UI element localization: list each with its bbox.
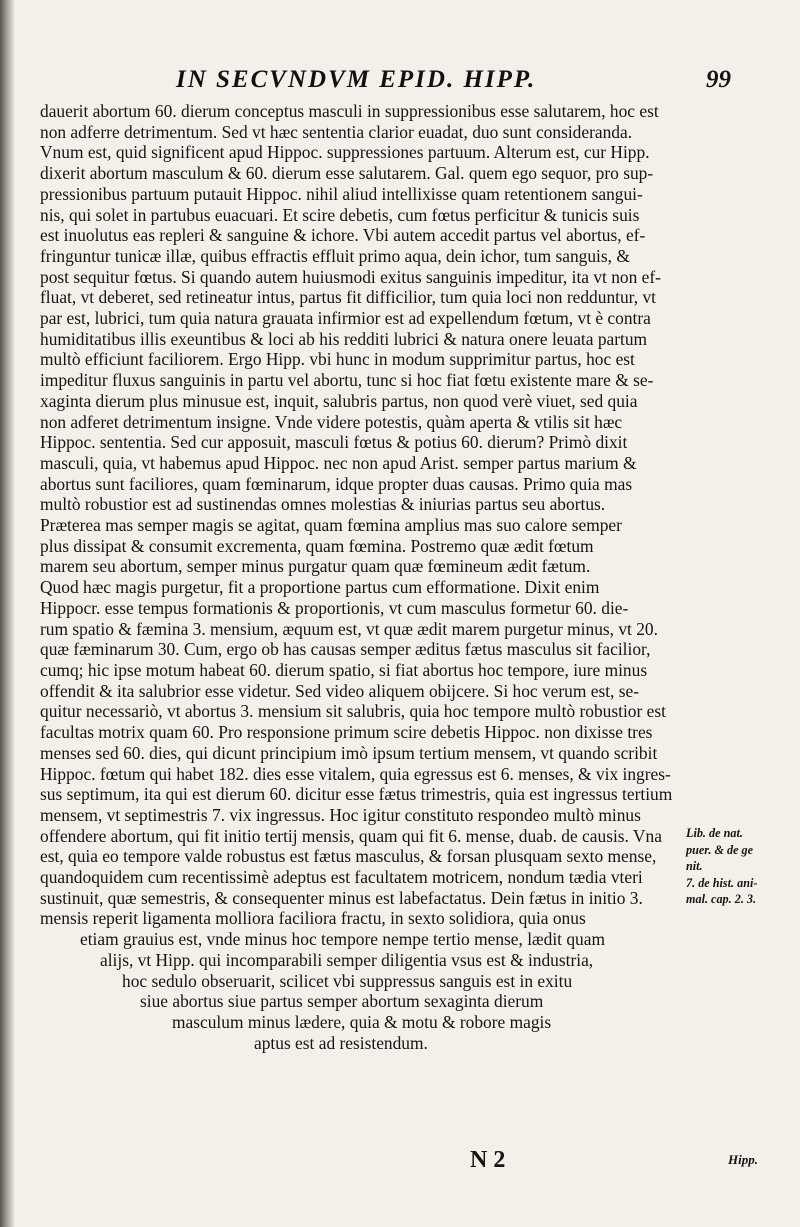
text-line: facultas motrix quam 60. Pro responsione primum scire debetis Hippoc. non dixisse tres xyxy=(40,722,653,743)
text-line: dixerit abortum masculum & 60. dierum esse salutarem. Gal. quem ego sequor, pro sup- xyxy=(40,163,654,184)
text-line: quitur necessariò, vt abortus 3. mensium sit salubris, quia hoc tempore multò robustior est xyxy=(40,701,666,722)
text-line: marem seu abortum, semper minus purgatur quam quæ fœmineum ædit fætum. xyxy=(40,556,591,577)
text-line: non adferet detrimentum insigne. Vnde videre potestis, quàm aperta & vtilis sit hæc xyxy=(40,411,623,432)
text-line: Vnum est, quid significent apud Hippoc. suppressiones partuum. Alterum est, cur Hipp. xyxy=(40,142,650,163)
text-line: xaginta dierum plus minusue est, inquit, salubris partus, non quod verè viuet, sed quia xyxy=(40,390,638,411)
catchword: Hipp. xyxy=(728,1152,758,1167)
text-line: est, quia eo tempore valde robustus est fætus masculus, & forsan plusquam sexto mense, xyxy=(40,846,657,867)
text-line: impeditur fluxus sanguinis in partu vel abortu, tunc si hoc fiat fœtu existente mare & se- xyxy=(40,370,654,391)
text-line: hoc sedulo obseruarit, scilicet vbi suppressus sanguis est in exitu xyxy=(122,970,573,991)
text-line: non adferre detrimentum. Sed vt hæc sententia clarior euadat, duo sunt consideranda. xyxy=(40,121,633,142)
binding-gutter-shadow xyxy=(0,0,14,1227)
running-title: IN SECVNDVM EPID. HIPP. xyxy=(176,66,537,93)
text-line: alijs, vt Hipp. qui incomparabili semper diligentia vsus est & industria, xyxy=(100,949,594,970)
marginal-note-line: Lib. de nat. xyxy=(686,826,743,840)
text-line: Hippoc. fœtum qui habet 182. dies esse vitalem, quia egressus est 6. menses, & vix ingres- xyxy=(40,763,671,784)
text-line: Quod hæc magis purgetur, fit a proportione partus cum efformatione. Dixit enim xyxy=(40,577,600,598)
marginal-note-line: mal. cap. 2. 3. xyxy=(686,892,757,907)
text-line: fringuntur tunicæ illæ, quibus effractis effluit primo aqua, dein ichor, tum sanguis, & xyxy=(40,245,630,266)
text-line: cumq; hic ipse motum habeat 60. dierum spatio, si fiat abortus hoc tempore, iure minus xyxy=(40,659,648,680)
text-line: dauerit abortum 60. dierum conceptus masculi in suppressionibus esse salutarem, hoc est xyxy=(40,101,659,121)
text-line: multò robustior est ad sustinendas omnes molestias & iniurias partus seu abortus. xyxy=(40,494,606,515)
marginal-note-line: puer. & de ge xyxy=(686,842,754,857)
text-line: nis, qui solet in partubus euacuari. Et scire debetis, cum fœtus perficitur & tunicis suis xyxy=(40,204,640,225)
marginal-note-line: nit. xyxy=(686,859,703,874)
text-line: Hippocr. esse tempus formationis & proportionis, vt cum masculus formetur 60. die- xyxy=(40,597,629,618)
signature-mark: N 2 xyxy=(470,1147,506,1173)
text-line: etiam grauius est, vnde minus hoc tempore nempe tertio mense, lædit quam xyxy=(80,929,605,950)
marginal-note xyxy=(686,825,796,908)
text-line: pressionibus partuum putauit Hippoc. nihil aliud intellixisse quam retentionem sangui- xyxy=(40,183,643,204)
text-line: rum spatio & fæmina 3. mensium, æquum est, vt quæ ædit marem purgetur minus, vt 20. xyxy=(40,618,658,639)
marginal-note-line: 7. de hist. ani- xyxy=(686,875,758,890)
text-line: humiditatibus illis exeuntibus & loci ab his redditi lubrici & natura onere leuata partum xyxy=(40,328,648,349)
text-line: fluat, vt deberet, sed retineatur intus, partus fit difficilior, tum quia loci non redduntur, vt xyxy=(40,287,656,308)
text-line: siue abortus siue partus semper abortum sexaginta dierum xyxy=(140,991,544,1012)
text-line: aptus est ad resistendum. xyxy=(254,1032,428,1053)
text-line: est inuolutus eas repleri & sanguine & ichore. Vbi autem accedit partus vel abortus, ef- xyxy=(40,225,646,246)
text-line: plus dissipat & consumit excrementa, quam fœmina. Postremo quæ ædit fœtum xyxy=(40,535,594,556)
text-line: Præterea mas semper magis se agitat, quam fœmina amplius mas suo calore semper xyxy=(40,515,622,536)
text-line: masculi, quia, vt habemus apud Hippoc. nec non apud Arist. semper partus marium & xyxy=(40,452,637,473)
text-line: offendere abortum, qui fit initio tertij mensis, quam qui fit 6. mense, duab. de causis. Vna xyxy=(40,825,662,846)
text-line: par est, lubrici, tum quia natura grauata infirmior est ad expellendum fœtum, vt è contra xyxy=(40,308,651,329)
body-text-column xyxy=(40,101,682,1053)
text-line: sustinuit, quæ semestris, & consequenter minus est labefactatus. Dein fætus in initio 3. xyxy=(40,887,643,908)
text-line: masculum minus lædere, quia & motu & robore magis xyxy=(172,1011,552,1032)
text-line: quandoquidem cum recentissimè adeptus est facultatem motricem, nondum tædia vteri xyxy=(40,867,643,888)
text-line: post sequitur fœtus. Si quando autem huiusmodi exitus sanguinis impeditur, ita vt non ef- xyxy=(40,266,661,287)
text-line: mensem, vt septimestris 7. vix ingressus. Hoc igitur constituto respondeo multò minus xyxy=(40,804,641,825)
text-line: multò efficiunt faciliorem. Ergo Hipp. vbi hunc in modum supprimitur partus, hoc est xyxy=(40,349,635,370)
text-line: abortus sunt faciliores, quam fœminarum, idque propter duas causas. Primo quia mas xyxy=(40,473,633,494)
text-line: menses sed 60. dies, qui dicunt principium imò ipsum tertium mensem, vt quando scribit xyxy=(40,742,658,763)
text-line: sus septimum, ita qui est dierum 60. dicitur esse fætus trimestris, quia est ingressus tertium xyxy=(40,784,673,805)
text-line: Hippoc. sententia. Sed cur apposuit, masculi fœtus & potius 60. dierum? Primò dixit xyxy=(40,432,628,453)
page-number: 99 xyxy=(706,66,731,93)
text-line: mensis reperit ligamenta molliora faciliora fractu, in sexto solidiora, quia onus xyxy=(40,908,586,929)
text-line: offendit & ita salubrior esse videtur. Sed video aliquem obijcere. Si hoc verum est, se- xyxy=(40,680,640,701)
text-line: quæ fæminarum 30. Cum, ergo ob has causas semper æditus fætus masculus sit facilior, xyxy=(40,639,651,660)
